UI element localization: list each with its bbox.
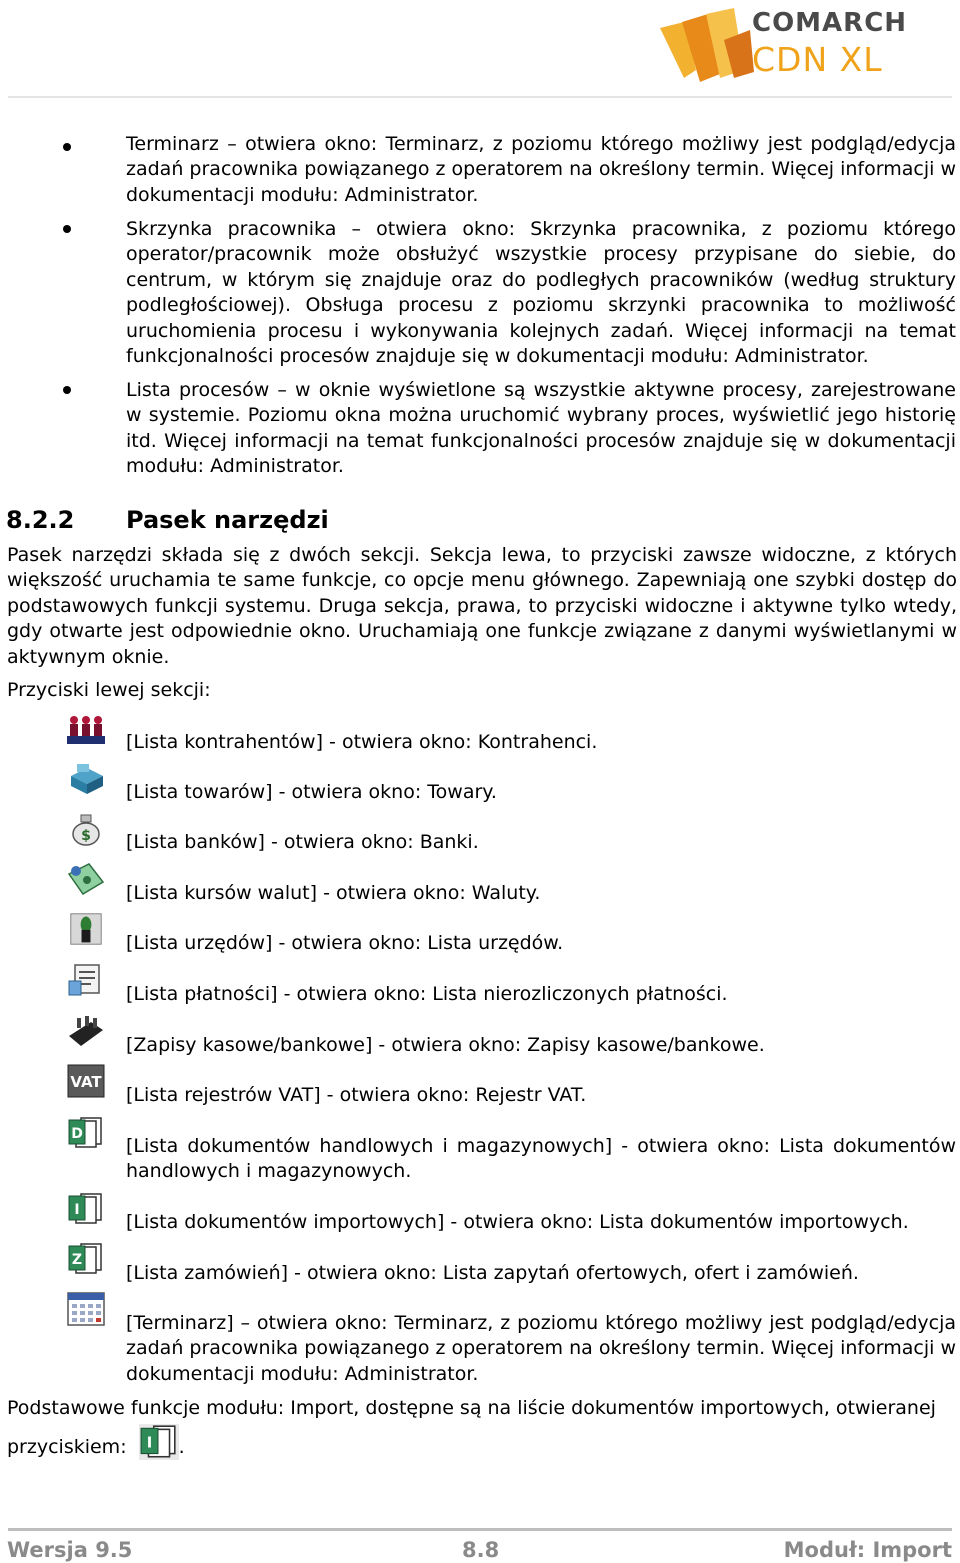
bullet-lista-procesow: Lista procesów – w oknie wyświetlone są wszystkie aktywne procesy, zarejestrowane w systemie. Poziomu okna można uruchomić wybrany proces, wyświetlić jego historię itd. Więcej informacji na temat funkcjonalności procesów znajduje się w dokumentacji modułu: Administrator. [126, 379, 956, 478]
goods-icon [67, 762, 105, 796]
orders-icon [67, 1242, 105, 1276]
closing-line-2 [7, 1420, 185, 1460]
svg-text:I: I [146, 1434, 152, 1452]
vat-icon [67, 1064, 105, 1098]
import-documents-icon [139, 1424, 179, 1460]
bullet-dot [63, 386, 71, 394]
section-title: Pasek narzędzi [126, 506, 329, 534]
toolbar-item: [Lista płatności] - otwiera okno: Lista nierozliczonych płatności. [126, 983, 728, 1005]
bullet-terminarz: Terminarz – otwiera okno: Terminarz, z poziomu którego możliwy jest podgląd/edycja zadań pracownika powiązanego z operatorem na określony termin. Więcej informacji w dokumentacji modułu: Administrator. [126, 133, 956, 206]
toolbar-item: [Lista dokumentów handlowych i magazynowych] - otwiera okno: Lista dokumentów handlowych i magazynowych. [126, 1135, 956, 1183]
toolbar-item: [Lista zamówień] - otwiera okno: Lista zapytań ofertowych, ofert i zamówień. [126, 1262, 859, 1284]
documents-icon [67, 1116, 105, 1150]
footer-version: Wersja 9.5 [7, 1538, 133, 1562]
toolbar-item: [Lista rejestrów VAT] - otwiera okno: Rejestr VAT. [126, 1084, 587, 1106]
bank-icon [67, 812, 105, 846]
toolbar-item: [Lista towarów] - otwiera okno: Towary. [126, 781, 497, 803]
header-divider [8, 96, 952, 98]
footer-page-number: 8.8 [462, 1538, 500, 1562]
toolbar-item: [Terminarz] – otwiera okno: Terminarz, z poziomu którego możliwy jest podgląd/edycja zadań pracownika powiązanego z operatorem na określony termin. Więcej informacji w dokumentacji modułu: Administrator. [126, 1312, 956, 1385]
import-documents-icon [67, 1192, 105, 1226]
payments-icon [67, 963, 105, 997]
svg-text:I: I [74, 1202, 80, 1218]
calendar-icon [67, 1292, 105, 1326]
bullet-dot [63, 143, 71, 151]
toolbar-item: [Lista kursów walut] - otwiera okno: Waluty. [126, 882, 541, 904]
closing-prefix: przyciskiem: [7, 1436, 127, 1458]
toolbar-item: [Zapisy kasowe/bankowe] - otwiera okno: Zapisy kasowe/bankowe. [126, 1034, 765, 1056]
footer-module: Moduł: Import [783, 1538, 952, 1562]
currency-icon [67, 862, 105, 896]
bullet-skrzynka: Skrzynka pracownika – otwiera okno: Skrzynka pracownika, z poziomu którego operator/pracownik może obsłużyć wszystkie procesy przypisane do siebie, do centrum, w którym się znajduje oraz do podległych pracowników (według struktury podległościowej). Obsługa procesu z poziomu skrzynki pracownika to możliwość uruchomienia procesu i wykonywania kolejnych zadań. Więcej informacji na temat funkcjonalności procesów znajduje się w dokumentacji modułu: Administrator. [126, 218, 956, 368]
footer-divider [8, 1528, 952, 1531]
office-icon [67, 912, 105, 946]
section-number: 8.2.2 [6, 506, 75, 534]
svg-text:D: D [71, 1126, 83, 1142]
svg-text:$: $ [81, 828, 91, 844]
logo-text-comarch: COMARCH [752, 8, 908, 38]
toolbar-item: [Lista dokumentów importowych] - otwiera okno: Lista dokumentów importowych. [126, 1211, 909, 1233]
toolbar-item: [Lista urzędów] - otwiera okno: Lista urzędów. [126, 932, 564, 954]
svg-text:Z: Z [71, 1252, 83, 1268]
section-intro: Pasek narzędzi składa się z dwóch sekcji. Sekcja lewa, to przyciski zawsze widoczne, z których większość uruchamia te same funkcje, co opcje menu głównego. Zapewniają one szybki dostęp do podstawowych funkcji systemu. Druga sekcja, prawa, to przyciski widoczne i aktywne tylko wtedy, gdy otwarte jest odpowiednie okno. Uruchamiają one funkcje związane z danymi wyświetlanymi w aktywnym oknie. [7, 544, 957, 668]
logo-text-cdnxl: CDN XL [752, 40, 883, 79]
svg-text:VAT: VAT [70, 1073, 102, 1091]
bullet-dot [63, 225, 71, 233]
left-section-heading: Przyciski lewej sekcji: [7, 679, 211, 701]
toolbar-item: [Lista banków] - otwiera okno: Banki. [126, 831, 479, 853]
closing-line: Podstawowe funkcje modułu: Import, dostępne są na liście dokumentów importowych, otwieranej [7, 1397, 936, 1419]
toolbar-item: [Lista kontrahentów] - otwiera okno: Kontrahenci. [126, 731, 598, 753]
contractors-icon [67, 712, 105, 746]
cash-records-icon [67, 1014, 105, 1048]
closing-suffix: . [178, 1436, 185, 1458]
